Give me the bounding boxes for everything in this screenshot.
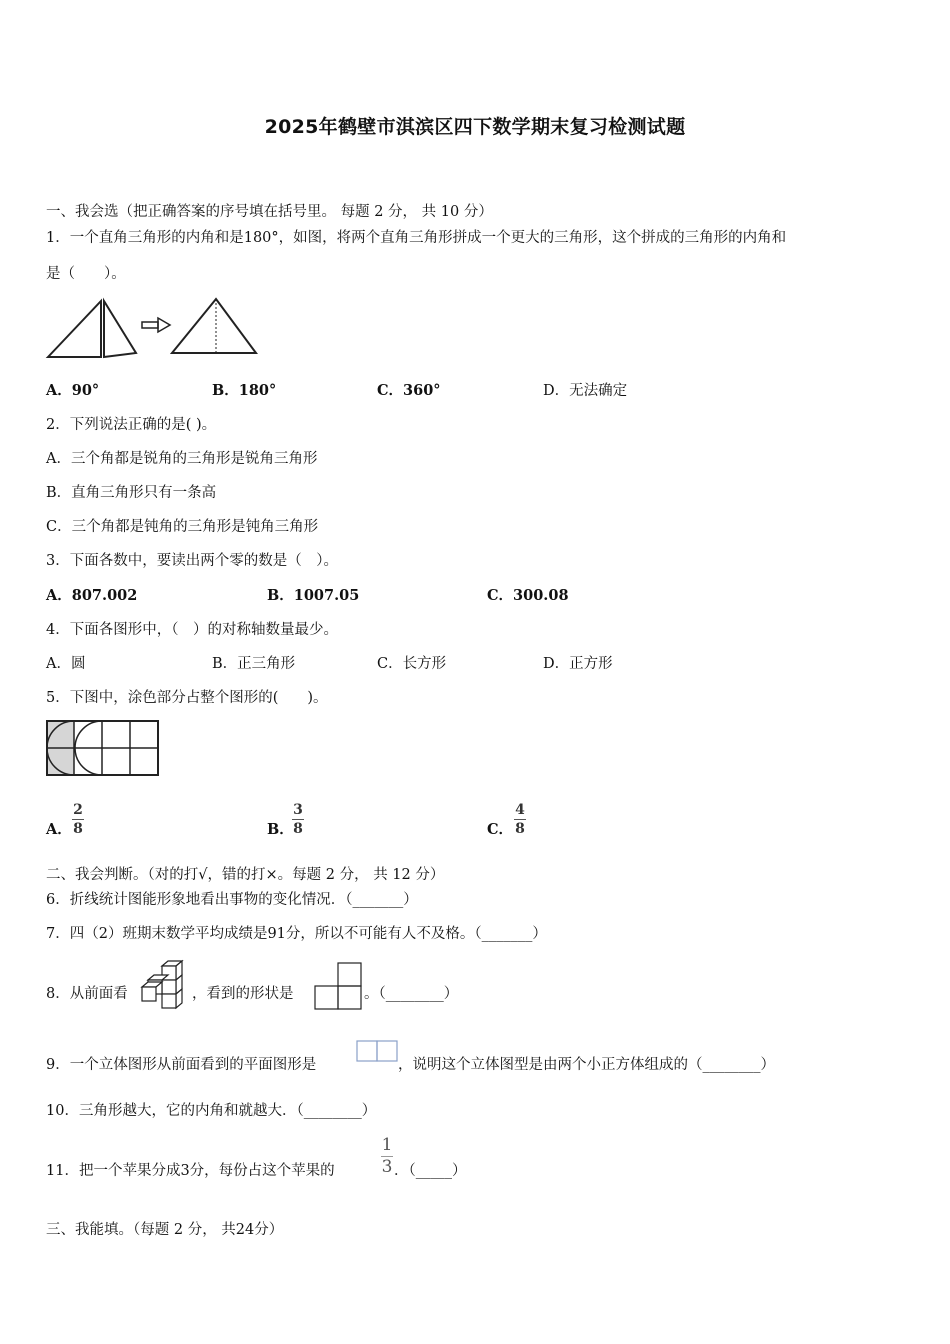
q8-text-part3: 。（________） [364, 986, 459, 1002]
section2-heading: 二、我会判断。（对的打√，错的打×。每题 2 分， 共 12 分） [46, 867, 445, 883]
q1-stem-line1: 1．一个直角三角形的内角和是180°，如图，将两个直角三角形拼成一个更大的三角形，这个拼成的三角形的内角和 [46, 230, 787, 246]
q3-option-a: A．807.002 [46, 587, 138, 604]
q4-stem: 4．下面各图形中，（ ）的对称轴数量最少。 [46, 622, 338, 638]
q5-option-b-fraction [291, 802, 305, 837]
q5-stem: 5．下图中，涂色部分占整个图形的( )。 [46, 690, 328, 706]
fraction-numerator: 2 [73, 802, 83, 818]
q1-option-a: A．90° [46, 382, 100, 399]
q10-text: 10．三角形越大，它的内角和就越大．（________） [46, 1103, 377, 1119]
q2-stem: 2．下列说法正确的是( )。 [46, 417, 217, 433]
q2-option-c: C．三个角都是钝角的三角形是钝角三角形 [46, 519, 319, 535]
section1-heading: 一、我会选（把正确答案的序号填在括号里。 每题 2 分， 共 10 分） [46, 204, 493, 220]
q4-option-a: A．圆 [46, 656, 86, 672]
q2-option-a: A．三个角都是锐角的三角形是锐角三角形 [46, 451, 318, 467]
q3-stem: 3．下面各数中，要读出两个零的数是（ ）。 [46, 553, 338, 569]
q8-front-view-figure [314, 962, 364, 1012]
q3-option-b: B．1007.05 [267, 587, 360, 604]
q7-text: 7．四（2）班期末数学平均成绩是91分，所以不可能有人不及格。（_______） [46, 926, 547, 942]
q9-two-squares-figure [356, 1040, 400, 1064]
fraction-denominator: 3 [381, 1157, 393, 1177]
q5-option-c-label: C． [487, 821, 514, 838]
q1-option-d: D．无法确定 [543, 383, 628, 399]
fraction-numerator: 1 [381, 1135, 393, 1155]
q5-shaded-grid-figure [46, 720, 160, 776]
fraction-denominator: 8 [73, 821, 83, 837]
page-title: 2025年鹤壁市淇滨区四下数学期末复习检测试题 [264, 116, 686, 138]
q6-text: 6．折线统计图能形象地看出事物的变化情况．（_______） [46, 892, 418, 908]
section3-heading: 三、我能填。（每题 2 分， 共24分） [46, 1222, 284, 1238]
q1-stem-line2: 是（ ）。 [46, 266, 126, 282]
q2-option-b: B．直角三角形只有一条高 [46, 485, 217, 501]
q3-option-c: C．300.08 [487, 587, 569, 604]
q5-option-a-fraction [71, 802, 85, 837]
fraction-denominator: 8 [515, 821, 525, 837]
q1-triangles-figure [46, 295, 261, 360]
q4-option-b: B．正三角形 [212, 656, 296, 672]
q8-text-part1: 8．从前面看 [46, 986, 128, 1002]
q5-option-a-label: A． [46, 821, 72, 838]
q5-option-c-fraction [513, 802, 527, 837]
fraction-denominator: 8 [293, 821, 303, 837]
q11-text-part2: ．（_____） [394, 1163, 467, 1179]
q4-option-d: D．正方形 [543, 656, 613, 672]
fraction-numerator: 4 [515, 802, 525, 818]
q11-text-part1: 11．把一个苹果分成3分，每份占这个苹果的 [46, 1163, 335, 1179]
arrow-right-icon [142, 318, 170, 332]
q11-fraction [380, 1136, 394, 1177]
fraction-numerator: 3 [293, 802, 303, 818]
q1-option-c: C．360° [377, 382, 441, 399]
q1-option-b: B．180° [212, 382, 277, 399]
q8-cube-stack-figure [140, 960, 186, 1010]
q5-option-b-label: B． [267, 821, 294, 838]
q9-text-part1: 9．一个立体图形从前面看到的平面图形是 [46, 1057, 317, 1073]
q9-text-part2: ，说明这个立体图型是由两个小正方体组成的（________） [398, 1057, 775, 1073]
q4-option-c: C．长方形 [377, 656, 447, 672]
q8-text-part2: ，看到的形状是 [192, 986, 294, 1002]
